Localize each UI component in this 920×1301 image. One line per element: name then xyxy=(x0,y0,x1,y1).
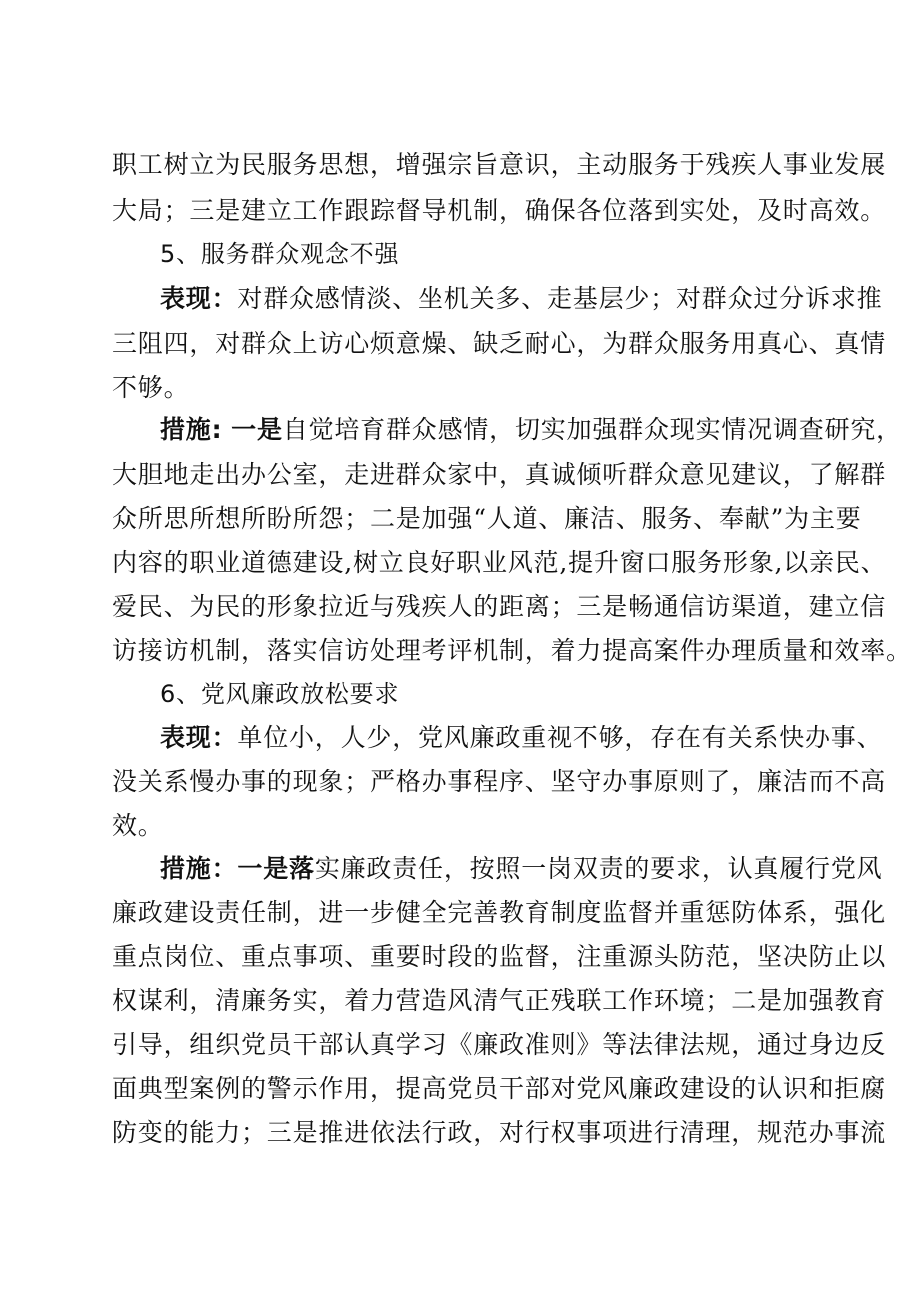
paragraph-line xyxy=(160,847,882,891)
paragraph-line: 权谋利，清廉务实，着力营造风清气正残联工作环境；二是加强教育 xyxy=(112,986,887,1015)
paragraph-line: 不够。 xyxy=(112,373,190,402)
paragraph-line xyxy=(160,716,882,760)
paragraph-line: 廉政建设责任制，进一步健全完善教育制度监督并重惩防体系，强化 xyxy=(112,898,887,927)
line-text: 对群众感情淡、坐机关多、走基层少；对群众过分诉求推 xyxy=(237,284,883,313)
line-text: 单位小，人少，党风廉政重视不够，存在有关系快办事、 xyxy=(237,723,883,752)
line-text: 实廉政责任，按照一岗双责的要求，认真履行党风 xyxy=(314,854,883,883)
paragraph-line: 效。 xyxy=(112,811,164,840)
paragraph-line: 爱民、为民的形象拉近与残疾人的距离；三是畅通信访渠道，建立信 xyxy=(112,592,887,621)
section-heading-6: 6、党风廉政放松要求 xyxy=(160,680,400,708)
paragraph-line: 访接访机制，落实信访处理考评机制，着力提高案件办理质量和效率。 xyxy=(112,636,912,665)
paragraph-line: 大胆地走出办公室，走进群众家中，真诚倾听群众意见建议，了解群 xyxy=(112,460,887,489)
label-biaoxian: 表现： xyxy=(160,723,238,752)
label-yishi: 一是 xyxy=(231,415,283,444)
paragraph-line: 众所思所想所盼所怨；二是加强“人道、廉洁、服务、奉献”为主要 xyxy=(112,504,862,533)
paragraph-line xyxy=(160,408,902,452)
paragraph-line: 防变的能力；三是推进依法行政，对行权事项进行清理，规范办事流 xyxy=(112,1118,887,1147)
label-cuoshi: 措施: xyxy=(160,415,223,444)
label-cuoshi: 措施：一是落 xyxy=(160,854,315,883)
paragraph-line: 三阻四，对群众上访心烦意燥、缺乏耐心，为群众服务用真心、真情 xyxy=(112,329,887,358)
section-heading-5: 5、服务群众观念不强 xyxy=(160,240,400,268)
line-text: 自觉培育群众感情，切实加强群众现实情况调查研究， xyxy=(282,415,902,444)
paragraph-line xyxy=(160,277,882,321)
label-biaoxian: 表现： xyxy=(160,284,238,313)
paragraph-line: 没关系慢办事的现象；严格办事程序、坚守办事原则了，廉洁而不高 xyxy=(112,767,887,796)
paragraph-line: 大局；三是建立工作跟踪督导机制，确保各位落到实处，及时高效。 xyxy=(112,196,887,225)
paragraph-line: 引导，组织党员干部认真学习《廉政准则》等法律法规，通过身边反 xyxy=(112,1030,887,1059)
paragraph-line: 面典型案例的警示作用，提高党员干部对党风廉政建设的认识和拒腐 xyxy=(112,1074,887,1103)
paragraph-line: 重点岗位、重点事项、重要时段的监督，注重源头防范，坚决防止以 xyxy=(112,942,887,971)
paragraph-line: 职工树立为民服务思想，增强宗旨意识，主动服务于残疾人事业发展 xyxy=(112,150,887,179)
paragraph-line: 内容的职业道德建设,树立良好职业风范,提升窗口服务形象,以亲民、 xyxy=(112,548,887,577)
